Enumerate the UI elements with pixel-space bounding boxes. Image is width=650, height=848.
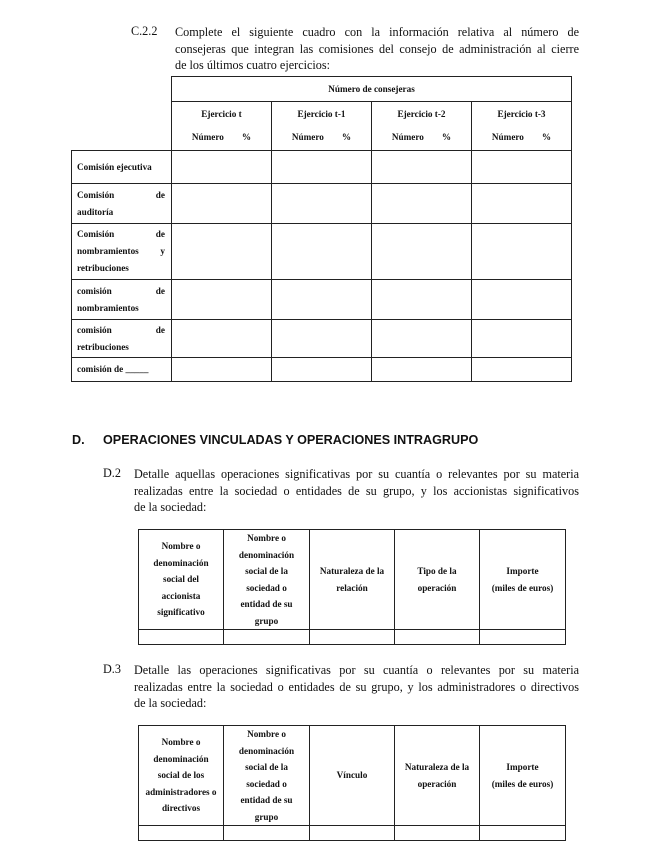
empty-corner bbox=[72, 77, 172, 102]
label-line: comisión de bbox=[77, 324, 165, 335]
header-line: relación bbox=[336, 582, 368, 593]
table-cell bbox=[272, 320, 372, 358]
d2-paragraph bbox=[134, 466, 579, 516]
header-line: (miles de euros) bbox=[491, 582, 554, 593]
header-tipo bbox=[395, 530, 480, 630]
header-line: sociedad o bbox=[246, 582, 287, 593]
d3-line-1: Detalle las operaciones significativas por su cuantía o relevantes por su materia bbox=[134, 663, 579, 677]
header-line: Importe bbox=[506, 566, 539, 576]
header-line: Naturaleza de la bbox=[319, 566, 385, 576]
table-cell bbox=[472, 320, 572, 358]
section-number-d3: D.3 bbox=[103, 662, 121, 676]
header-line: Vínculo bbox=[336, 770, 368, 781]
section-number-d2: D.2 bbox=[103, 466, 121, 480]
section-d-title: OPERACIONES VINCULADAS Y OPERACIONES INTRAGRUPO bbox=[103, 433, 479, 447]
row-label-comision-auditoria bbox=[72, 184, 172, 224]
d2-line-1: Detalle aquellas operaciones significativas por su cuantía o relevantes por su materia bbox=[134, 467, 579, 481]
d2-line-3: de la sociedad: bbox=[134, 500, 207, 514]
header-line: Nombre o bbox=[161, 737, 201, 748]
table-cell bbox=[172, 151, 272, 184]
exercise-label: Ejercicio t-1 bbox=[297, 109, 346, 119]
header-line: social de la bbox=[245, 566, 288, 576]
header-line: social de la bbox=[245, 762, 288, 772]
table-cell bbox=[472, 224, 572, 280]
exercise-label: Ejercicio t-3 bbox=[497, 109, 546, 119]
label-line: retribuciones bbox=[77, 263, 129, 273]
d3-paragraph bbox=[134, 662, 579, 712]
header-line: grupo bbox=[254, 615, 279, 626]
sub-numero: Número bbox=[191, 132, 224, 142]
header-line: denominación bbox=[238, 745, 295, 756]
table-row bbox=[72, 358, 572, 382]
table-cell bbox=[272, 358, 372, 382]
header-line: (miles de euros) bbox=[491, 778, 554, 789]
table-cell bbox=[172, 320, 272, 358]
table-row bbox=[72, 224, 572, 280]
c22-line-3: de los últimos cuatro ejercicios: bbox=[175, 58, 331, 72]
exercise-header-t2 bbox=[372, 102, 472, 151]
c22-paragraph bbox=[175, 24, 579, 74]
label-line: auditoría bbox=[77, 206, 114, 217]
table-cell bbox=[472, 184, 572, 224]
table-row bbox=[72, 320, 572, 358]
header-naturaleza bbox=[310, 530, 395, 630]
table-cell bbox=[224, 630, 310, 645]
header-sociedad bbox=[224, 726, 310, 826]
table-cell bbox=[480, 826, 566, 841]
header-administradores bbox=[139, 726, 224, 826]
header-line: operación bbox=[417, 778, 457, 789]
table-cell bbox=[272, 184, 372, 224]
sub-numero: Número bbox=[291, 132, 324, 142]
row-label-comision-ejecutiva bbox=[72, 151, 172, 184]
table-header-row bbox=[139, 530, 566, 630]
table-cell bbox=[272, 280, 372, 320]
table-row bbox=[72, 184, 572, 224]
label-line: retribuciones bbox=[77, 341, 129, 352]
header-line: sociedad o bbox=[246, 778, 287, 789]
c22-line-2: consejeras que integran las comisiones del consejo de administración al cierre bbox=[175, 41, 579, 56]
sub-numero: Número bbox=[491, 132, 524, 142]
label-line: comisión de bbox=[77, 285, 165, 296]
table-cell bbox=[224, 826, 310, 841]
header-importe bbox=[480, 530, 566, 630]
exercise-header-t3 bbox=[472, 102, 572, 151]
section-number-c22: C.2.2 bbox=[131, 24, 158, 38]
consejeras-table bbox=[71, 76, 572, 382]
table-header-row bbox=[139, 726, 566, 826]
sub-pct: % bbox=[541, 132, 552, 142]
header-line: denominación bbox=[153, 557, 209, 568]
table-cell bbox=[372, 184, 472, 224]
label-line: nombramientos y bbox=[77, 246, 165, 256]
table-cell bbox=[472, 280, 572, 320]
header-naturaleza bbox=[395, 726, 480, 826]
header-line: Tipo de la bbox=[417, 566, 457, 576]
header-line: denominación bbox=[238, 549, 295, 560]
table-row bbox=[139, 826, 566, 841]
table-cell bbox=[372, 280, 472, 320]
d3-line-3: de la sociedad: bbox=[134, 696, 207, 710]
header-line: administradores o bbox=[145, 786, 217, 797]
table-cell bbox=[472, 151, 572, 184]
header-line: Nombre o bbox=[161, 541, 201, 552]
header-line: accionista bbox=[161, 590, 201, 601]
table-row bbox=[139, 630, 566, 645]
header-sociedad bbox=[224, 530, 310, 630]
header-line: Nombre o bbox=[247, 729, 286, 739]
exercise-header-t bbox=[172, 102, 272, 151]
header-importe bbox=[480, 726, 566, 826]
header-line: grupo bbox=[254, 811, 279, 822]
exercise-header-t1 bbox=[272, 102, 372, 151]
label-line: nombramientos bbox=[77, 302, 139, 313]
row-label-comision-retribuciones bbox=[72, 320, 172, 358]
table-cell bbox=[172, 184, 272, 224]
table-cell bbox=[395, 826, 480, 841]
table-cell bbox=[139, 630, 224, 645]
header-line: social del bbox=[163, 574, 199, 585]
table-cell bbox=[139, 826, 224, 841]
header-line: directivos bbox=[161, 803, 201, 814]
sub-pct: % bbox=[241, 132, 252, 142]
header-line: Nombre o bbox=[247, 533, 286, 543]
table-cell bbox=[272, 224, 372, 280]
table-cell bbox=[172, 358, 272, 382]
header-line: entidad de su bbox=[240, 599, 293, 609]
label-line: Comisión ejecutiva bbox=[77, 161, 152, 172]
row-label-comision-nombramientos bbox=[72, 280, 172, 320]
table-cell bbox=[172, 224, 272, 280]
header-vinculo bbox=[310, 726, 395, 826]
d2-table bbox=[138, 529, 566, 645]
table-cell bbox=[310, 826, 395, 841]
section-d-letter: D. bbox=[72, 433, 85, 447]
table-cell bbox=[372, 358, 472, 382]
table-cell bbox=[472, 358, 572, 382]
table-row bbox=[72, 151, 572, 184]
group-header: Número de consejeras bbox=[172, 77, 572, 102]
header-line: entidad de su bbox=[240, 795, 293, 805]
sub-pct: % bbox=[341, 132, 352, 142]
sub-pct: % bbox=[441, 132, 452, 142]
exercise-label: Ejercicio t bbox=[201, 109, 242, 119]
row-label-nombramientos-retribuciones bbox=[72, 224, 172, 280]
header-line: significativo bbox=[157, 607, 205, 618]
header-line: operación bbox=[417, 582, 457, 593]
header-accionista bbox=[139, 530, 224, 630]
header-line: Importe bbox=[506, 762, 539, 772]
header-line: denominación bbox=[153, 753, 209, 764]
table-cell bbox=[172, 280, 272, 320]
empty-corner-2 bbox=[72, 102, 172, 151]
sub-numero: Número bbox=[391, 132, 424, 142]
d3-line-2: realizadas entre la sociedad o entidades de su grupo, y los administradores o directivos bbox=[134, 679, 579, 694]
table-cell bbox=[480, 630, 566, 645]
table-cell bbox=[372, 224, 472, 280]
d3-table bbox=[138, 725, 566, 841]
table-cell bbox=[395, 630, 480, 645]
exercise-label: Ejercicio t-2 bbox=[397, 109, 446, 119]
label-line: comisión de _____ bbox=[77, 364, 149, 374]
table-cell bbox=[310, 630, 395, 645]
table-row bbox=[72, 280, 572, 320]
table-cell bbox=[372, 151, 472, 184]
header-line: Naturaleza de la bbox=[404, 762, 470, 772]
d2-line-2: realizadas entre la sociedad o entidades de su grupo, y los accionistas significativos bbox=[134, 483, 579, 498]
table-cell bbox=[272, 151, 372, 184]
label-line: Comisión de bbox=[77, 229, 165, 239]
row-label-comision-blank bbox=[72, 358, 172, 382]
c22-line-1: Complete el siguiente cuadro con la información relativa al número de bbox=[175, 25, 579, 39]
table-cell bbox=[372, 320, 472, 358]
label-line: Comisión de bbox=[77, 189, 165, 200]
header-line: social de los bbox=[157, 770, 205, 781]
